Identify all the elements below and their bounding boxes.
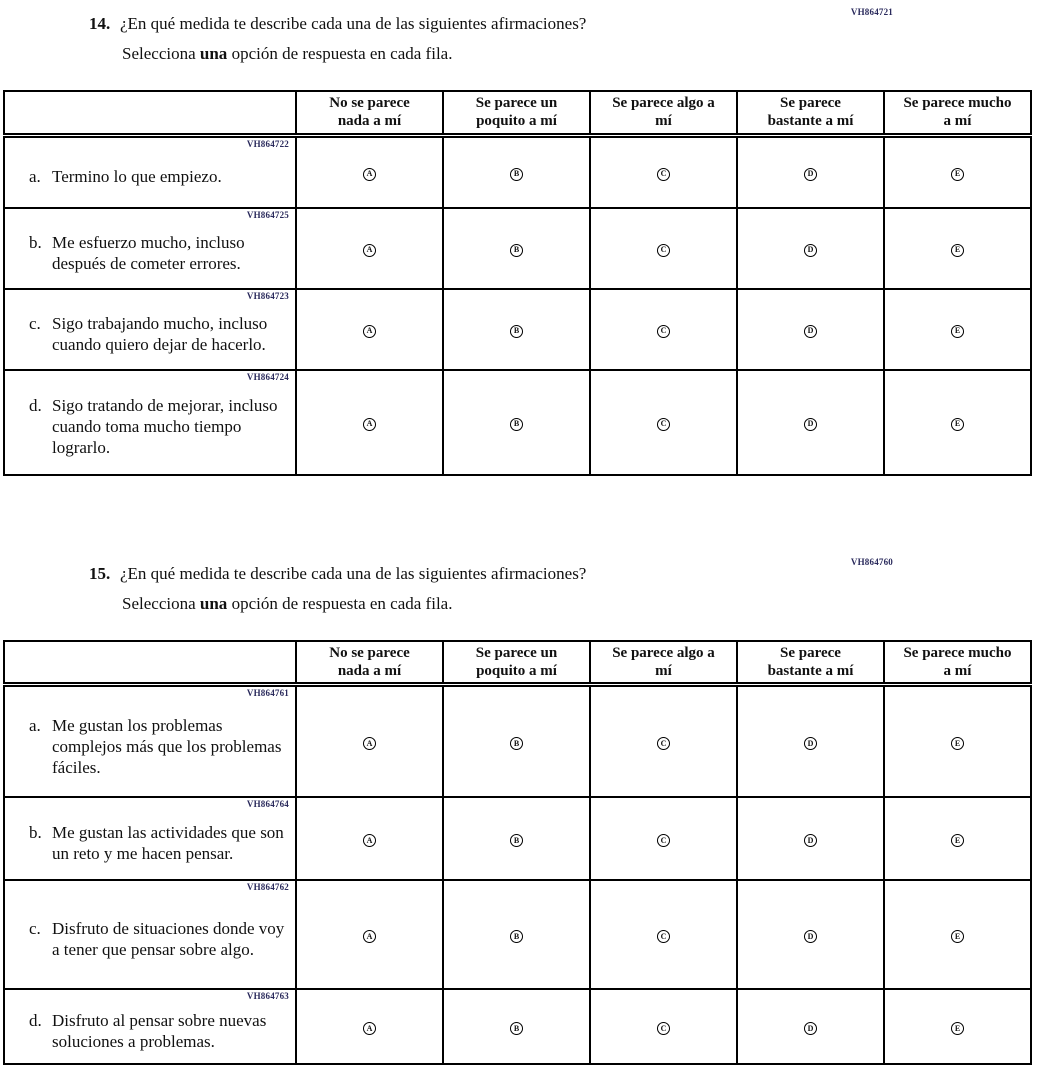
question-15-instruction xyxy=(0,594,1038,614)
q15-row-d-option-cell-E xyxy=(884,989,1031,1064)
q14-row-b-statement: b. Me esfuerzo mucho, incluso después de cometer errores. xyxy=(29,232,289,274)
q14-row-c-option-E[interactable]: E xyxy=(951,325,964,338)
q14-row-a xyxy=(4,135,1031,208)
q15-row-a-option-C[interactable]: C xyxy=(657,737,670,750)
q15-row-a-statement-cell xyxy=(4,685,296,798)
q15-row-b-option-cell-B xyxy=(443,797,590,880)
q15-row-a-option-D[interactable]: D xyxy=(804,737,817,750)
q14-header-col-5: Se parece mucho a mí xyxy=(884,91,1031,135)
q15-header-col-3: Se parece algo a mí xyxy=(590,641,737,685)
q14-row-c-option-cell-E xyxy=(884,289,1031,370)
instruction-bold-word: una xyxy=(200,594,227,613)
q14-row-a-option-cell-C xyxy=(590,135,737,208)
q15-row-a-option-cell-E xyxy=(884,685,1031,798)
q14-row-a-option-cell-E xyxy=(884,135,1031,208)
q15-row-b-accession-code: VH864764 xyxy=(247,799,289,809)
question-14-section xyxy=(0,0,1038,476)
q15-row-b-option-A[interactable]: A xyxy=(363,834,376,847)
q14-row-c-option-D[interactable]: D xyxy=(804,325,817,338)
q14-header-col-1: No se parece nada a mí xyxy=(296,91,443,135)
q15-row-b-option-D[interactable]: D xyxy=(804,834,817,847)
q15-row-c-option-cell-D xyxy=(737,880,884,989)
q15-row-d xyxy=(4,989,1031,1064)
question-15-prompt-text: ¿En qué medida te describe cada una de las siguientes afirmaciones? xyxy=(120,564,586,583)
q14-header-col-2: Se parece un poquito a mí xyxy=(443,91,590,135)
q15-row-d-option-cell-C xyxy=(590,989,737,1064)
q14-row-b-option-cell-C xyxy=(590,208,737,289)
q15-row-a-option-cell-C xyxy=(590,685,737,798)
q15-row-c-statement: c. Disfruto de situaciones donde voy a tener que pensar sobre algo. xyxy=(29,918,289,960)
q15-row-b-option-C[interactable]: C xyxy=(657,834,670,847)
q15-row-a-option-cell-D xyxy=(737,685,884,798)
q15-header-empty-cell xyxy=(4,641,296,685)
q14-row-c-statement-cell xyxy=(4,289,296,370)
q15-row-d-option-cell-D xyxy=(737,989,884,1064)
q14-row-b-option-C[interactable]: C xyxy=(657,244,670,257)
q15-row-d-statement-cell xyxy=(4,989,296,1064)
q15-row-d-option-B[interactable]: B xyxy=(510,1022,523,1035)
instruction-bold-word: una xyxy=(200,44,227,63)
q15-row-a-option-A[interactable]: A xyxy=(363,737,376,750)
q14-row-c-statement: c. Sigo trabajando mucho, incluso cuando quiero dejar de hacerlo. xyxy=(29,313,289,355)
q14-row-c-accession-code: VH864723 xyxy=(247,291,289,301)
q14-row-d-option-C[interactable]: C xyxy=(657,418,670,431)
question-14-code-row xyxy=(0,2,1038,13)
q15-row-d-accession-code: VH864763 xyxy=(247,991,289,1001)
q15-row-c-option-D[interactable]: D xyxy=(804,930,817,943)
q14-row-c-option-cell-D xyxy=(737,289,884,370)
q14-header-col-3: Se parece algo a mí xyxy=(590,91,737,135)
q14-row-a-option-cell-D xyxy=(737,135,884,208)
question-14-number: 14. xyxy=(89,14,120,34)
question-15-code-row xyxy=(0,552,1038,563)
q14-row-a-option-E[interactable]: E xyxy=(951,168,964,181)
q15-row-c-option-cell-A xyxy=(296,880,443,989)
q14-row-a-option-cell-B xyxy=(443,135,590,208)
q14-row-b-option-cell-B xyxy=(443,208,590,289)
q14-row-d-option-cell-E xyxy=(884,370,1031,475)
q15-row-b-option-cell-E xyxy=(884,797,1031,880)
q15-header-col-5: Se parece mucho a mí xyxy=(884,641,1031,685)
q14-row-d-statement-cell xyxy=(4,370,296,475)
q15-row-c-option-A[interactable]: A xyxy=(363,930,376,943)
instruction-pre: Selecciona xyxy=(122,44,196,63)
q14-row-b-option-cell-D xyxy=(737,208,884,289)
q15-row-c-option-cell-C xyxy=(590,880,737,989)
q15-row-d-option-D[interactable]: D xyxy=(804,1022,817,1035)
q15-header-col-4: Se parece bastante a mí xyxy=(737,641,884,685)
q15-row-a-option-E[interactable]: E xyxy=(951,737,964,750)
q14-row-a-option-B[interactable]: B xyxy=(510,168,523,181)
q15-row-d-option-cell-B xyxy=(443,989,590,1064)
q15-row-a-accession-code: VH864761 xyxy=(247,688,289,698)
q14-row-d-option-cell-A xyxy=(296,370,443,475)
q14-row-d-option-cell-C xyxy=(590,370,737,475)
q14-row-b-option-cell-A xyxy=(296,208,443,289)
question-15-number: 15. xyxy=(89,564,120,584)
q15-header-col-2: Se parece un poquito a mí xyxy=(443,641,590,685)
instruction-post: opción de respuesta en cada fila. xyxy=(232,44,453,63)
question-14-prompt xyxy=(0,14,1038,34)
question-15-section xyxy=(0,552,1038,1065)
q15-row-d-option-C[interactable]: C xyxy=(657,1022,670,1035)
q14-row-b-option-cell-E xyxy=(884,208,1031,289)
q15-row-a-option-cell-B xyxy=(443,685,590,798)
q14-row-b xyxy=(4,208,1031,289)
q15-row-d-option-cell-A xyxy=(296,989,443,1064)
q14-row-a-statement-cell xyxy=(4,135,296,208)
q14-row-a-accession-code: VH864722 xyxy=(247,139,289,149)
q15-row-c-option-E[interactable]: E xyxy=(951,930,964,943)
q14-row-a-statement: a. Termino lo que empiezo. xyxy=(29,166,289,187)
question-14-prompt-text: ¿En qué medida te describe cada una de las siguientes afirmaciones? xyxy=(120,14,586,33)
q14-row-c-option-cell-C xyxy=(590,289,737,370)
q14-row-c-option-B[interactable]: B xyxy=(510,325,523,338)
q15-row-a-option-cell-A xyxy=(296,685,443,798)
q14-row-a-option-A[interactable]: A xyxy=(363,168,376,181)
question-14-response-table xyxy=(3,90,1032,476)
q15-row-d-option-A[interactable]: A xyxy=(363,1022,376,1035)
question-15-response-table xyxy=(3,640,1032,1065)
q15-row-c-statement-cell xyxy=(4,880,296,989)
q14-row-d-accession-code: VH864724 xyxy=(247,372,289,382)
q14-row-d-option-E[interactable]: E xyxy=(951,418,964,431)
q14-row-d-option-cell-D xyxy=(737,370,884,475)
q14-row-a-option-D[interactable]: D xyxy=(804,168,817,181)
question-14-accession-code: VH864721 xyxy=(851,7,893,17)
q15-row-c-option-B[interactable]: B xyxy=(510,930,523,943)
q15-row-c-accession-code: VH864762 xyxy=(247,882,289,892)
question-15-accession-code: VH864760 xyxy=(851,557,893,567)
q15-row-c-option-cell-B xyxy=(443,880,590,989)
q14-row-d-option-D[interactable]: D xyxy=(804,418,817,431)
instruction-pre: Selecciona xyxy=(122,594,196,613)
q15-row-a-option-B[interactable]: B xyxy=(510,737,523,750)
q15-row-d-statement: d. Disfruto al pensar sobre nuevas soluciones a problemas. xyxy=(29,1010,289,1052)
q15-row-b-option-B[interactable]: B xyxy=(510,834,523,847)
q14-row-a-option-C[interactable]: C xyxy=(657,168,670,181)
q14-row-c-option-A[interactable]: A xyxy=(363,325,376,338)
q14-row-b-option-E[interactable]: E xyxy=(951,244,964,257)
q14-row-b-option-A[interactable]: A xyxy=(363,244,376,257)
q14-row-d-option-cell-B xyxy=(443,370,590,475)
q14-header-row xyxy=(4,91,1031,135)
q15-row-b-option-cell-C xyxy=(590,797,737,880)
q15-row-d-option-E[interactable]: E xyxy=(951,1022,964,1035)
q15-row-a-statement: a. Me gustan los problemas complejos más que los problemas fáciles. xyxy=(29,715,289,778)
q14-row-c-option-cell-B xyxy=(443,289,590,370)
q15-row-c-option-cell-E xyxy=(884,880,1031,989)
q14-row-d-statement: d. Sigo tratando de mejorar, incluso cuando toma mucho tiempo lograrlo. xyxy=(29,395,289,458)
question-14-instruction xyxy=(0,44,1038,64)
q15-row-a xyxy=(4,685,1031,798)
q15-row-b-statement: b. Me gustan las actividades que son un reto y me hacen pensar. xyxy=(29,822,289,864)
q15-row-b-option-cell-A xyxy=(296,797,443,880)
q14-row-b-accession-code: VH864725 xyxy=(247,210,289,220)
q15-row-c xyxy=(4,880,1031,989)
q14-row-b-statement-cell xyxy=(4,208,296,289)
q14-header-col-4: Se parece bastante a mí xyxy=(737,91,884,135)
q14-row-d-option-A[interactable]: A xyxy=(363,418,376,431)
q15-row-c-option-C[interactable]: C xyxy=(657,930,670,943)
instruction-post: opción de respuesta en cada fila. xyxy=(232,594,453,613)
q14-row-c xyxy=(4,289,1031,370)
q15-row-b-statement-cell xyxy=(4,797,296,880)
q14-row-d-option-B[interactable]: B xyxy=(510,418,523,431)
q14-row-b-option-D[interactable]: D xyxy=(804,244,817,257)
q14-row-d xyxy=(4,370,1031,475)
q15-row-b xyxy=(4,797,1031,880)
q14-row-b-option-B[interactable]: B xyxy=(510,244,523,257)
q14-row-a-option-cell-A xyxy=(296,135,443,208)
q15-header-row xyxy=(4,641,1031,685)
q14-header-empty-cell xyxy=(4,91,296,135)
q14-row-c-option-C[interactable]: C xyxy=(657,325,670,338)
q15-row-b-option-cell-D xyxy=(737,797,884,880)
q15-header-col-1: No se parece nada a mí xyxy=(296,641,443,685)
q15-row-b-option-E[interactable]: E xyxy=(951,834,964,847)
q14-row-c-option-cell-A xyxy=(296,289,443,370)
